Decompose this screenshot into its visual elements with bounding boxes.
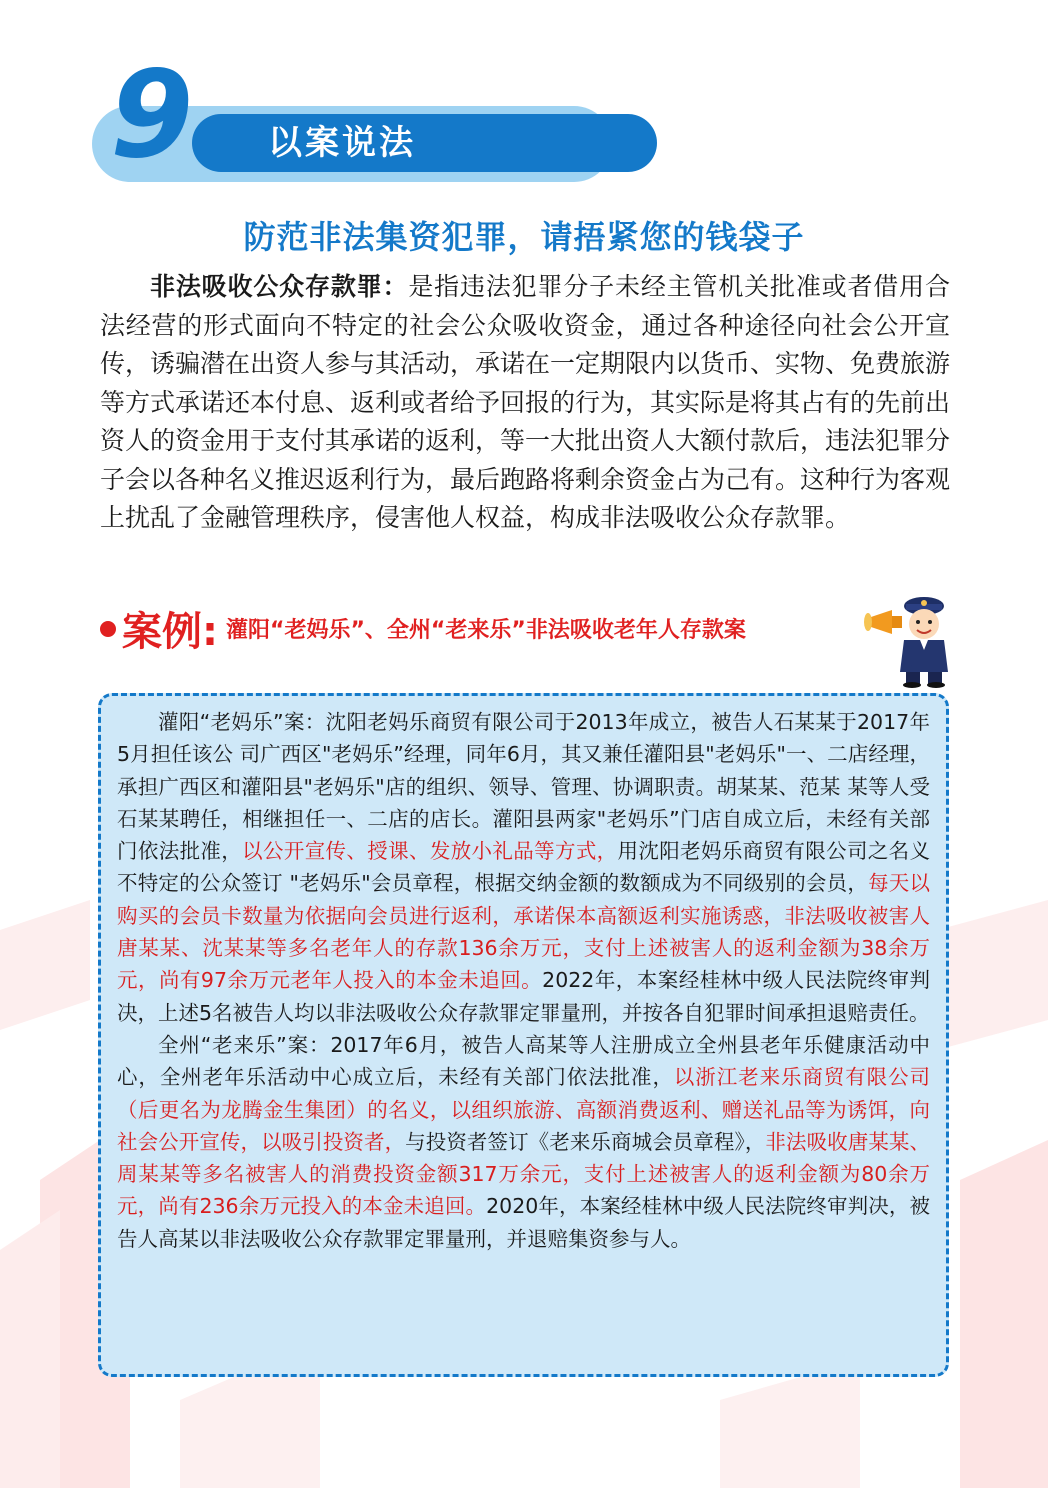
case-paragraph-guanyang [117,706,930,1029]
case-heading [100,600,746,655]
section-title: 以案说法 [268,123,416,163]
case2-text-2: 与投资者签订《老来乐商城会员章程》， [405,1129,766,1154]
case1-text-2: 用沈阳老妈乐商贸有限公司之名义不特定的公众签订 "老妈乐"会员章程，根据交纳金额的数额成为不同级别的会员， [117,839,931,896]
case1-highlight-1: 以公开宣传、授课、发放小礼品等方式， [242,839,618,864]
case2-text-3: 2020年，本案经桂林中级人民法院终审判决，被告人高某以非法吸收公众存款罪定罪量刑，并退赔集资参与人。 [117,1194,930,1251]
case1-text-3: 2022年，本案经桂林中级人民法院终审判决，上述5名被告人均以非法吸收公众存款罪定罪量刑，并按各自犯罪时间承担退赔责任。 [117,968,931,1025]
case2-highlight-2: 非法吸收唐某某、周某某等多名被害人的消费投资金额317万余元，支付上述被害人的返利金额为80余万元，尚有236余万元投入的本金未追回。 [117,1129,931,1219]
definition-text: 是指违法犯罪分子未经主管机关批准或者借用合法经营的形式面向不特定的社会公众吸收资金，通过各种途径向社会公开宣传，诱骗潜在出资人参与其活动，承诺在一定期限内以货币、实物、免费旅游等方式承诺还本付息、返利或者给予回报的行为，其实际是将其占有的先前出资人的资金用于支付其承诺的返利，等一大批出资人大额付款后，违法犯罪分子会以各种名义推迟返利行为，最后跑路将剩余资金占为己有。这种行为客观上扰乱了金融管理秩序，侵害他人权益，构成非法吸收公众存款罪。 [100,272,951,532]
definition-term: 非法吸收公众存款罪： [150,272,409,301]
case-label: 案例: [122,609,218,655]
bullet-dot-icon [100,621,116,637]
section-number: 9 [110,46,194,185]
case-content-box [98,693,949,1377]
case-paragraph-quanzhou [117,1029,930,1255]
case2-highlight-1: 以浙江老来乐商贸有限公司（后更名为龙腾金生集团）的名义，以组织旅游、高额消费返利、赠送礼品等为诱饵，向社会公开宣传，以吸引投资者， [117,1065,930,1154]
section-header [92,46,672,196]
case2-text-1: 全州“老来乐”案：2017年6月，被告人高某等人注册成立全州县老年乐健康活动中心，全州老年乐活动中心成立后，未经有关部门依法批准， [117,1032,930,1090]
police-megaphone-icon [862,588,958,688]
case1-text-1: 灌阳“老妈乐”案：沈阳老妈乐商贸有限公司于2013年成立，被告人石某某于2017年5月担任该公 司广西区"老妈乐”经理，同年6月，其又兼任灌阳县"老妈乐"一、二店经理， 承担广西区和灌阳县"老妈乐"店的组织、领导、管理、协调职责。胡某某、范某 某等人受石某某聘任，相继担任一、二店的店长。灌阳县两家"老妈乐”门店自成立后，未经有关部门依法批准， [117,710,930,864]
case1-highlight-2: 每天以购买的会员卡数量为依据向会员进行返利，承诺保本高额返利实施诱惑，非法吸收被害人唐某某、沈某某等多名老年人的存款136余万元，支付上述被害人的返利金额为38余万元，尚有97余万元老年人投入的本金未追回。 [117,871,931,993]
definition-paragraph [100,268,950,538]
page-subtitle: 防范非法集资犯罪，请捂紧您的钱袋子 [243,218,805,256]
case-title: 灌阳“老妈乐”、全州“老来乐”非法吸收老年人存款案 [226,618,746,643]
